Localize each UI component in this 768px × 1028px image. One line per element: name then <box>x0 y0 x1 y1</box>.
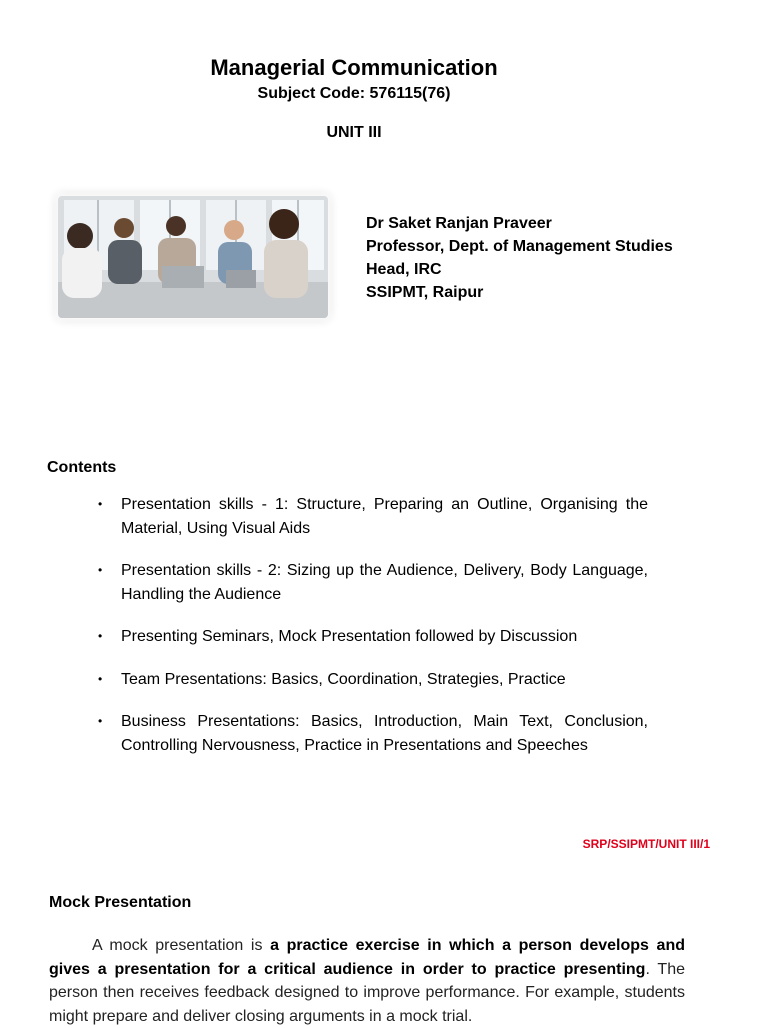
contents-heading: Contents <box>47 459 117 476</box>
list-item <box>98 559 648 606</box>
unit-label: UNIT III <box>326 124 382 141</box>
author-position: Professor, Dept. of Management Studies <box>366 238 673 255</box>
page-reference: SRP/SSIPMT/UNIT III/1 <box>582 837 710 851</box>
paragraph-text: A mock presentation is <box>92 937 271 954</box>
section-heading: Mock Presentation <box>49 894 192 911</box>
paragraph-bold-text: a practice exercise in which a person develops and gives a presentation for a critical audience in order to practice presenting <box>49 937 685 978</box>
bullet-icon: • <box>98 497 103 511</box>
author-role: Head, IRC <box>366 261 442 278</box>
author-block <box>366 212 673 304</box>
list-item-text: Presentation skills - 1: Structure, Preparing an Outline, Organising the Material, Using Visual Aids <box>121 496 648 537</box>
list-item <box>98 493 648 540</box>
list-item-text: Team Presentations: Basics, Coordination, Strategies, Practice <box>121 670 566 688</box>
list-item-text: Presenting Seminars, Mock Presentation followed by Discussion <box>121 628 578 645</box>
section-paragraph <box>49 934 685 1028</box>
document-title: Managerial Communication <box>210 55 498 80</box>
list-item <box>98 668 648 692</box>
list-item <box>98 625 648 649</box>
list-item <box>98 710 648 757</box>
bullet-icon: • <box>98 563 103 577</box>
subject-code: Subject Code: 576115(76) <box>257 85 451 102</box>
list-item-text: Business Presentations: Basics, Introduction, Main Text, Conclusion, Controlling Nervousness, Practice in Presentations and Speeches <box>121 713 648 754</box>
bullet-icon: • <box>98 671 103 686</box>
author-institute: SSIPMT, Raipur <box>366 284 484 301</box>
author-name: Dr Saket Ranjan Praveer <box>366 215 552 232</box>
contents-list <box>98 493 648 757</box>
bullet-icon: • <box>98 629 103 643</box>
paragraph-text: . The person then receives feedback designed to improve performance. For example, students might prepare and deliver closing arguments in a mock trial. <box>49 960 686 1025</box>
list-item-text: Presentation skills - 2: Sizing up the Audience, Delivery, Body Language, Handling the Audience <box>121 562 648 603</box>
meeting-photo <box>58 196 328 318</box>
bullet-icon: • <box>98 714 103 728</box>
